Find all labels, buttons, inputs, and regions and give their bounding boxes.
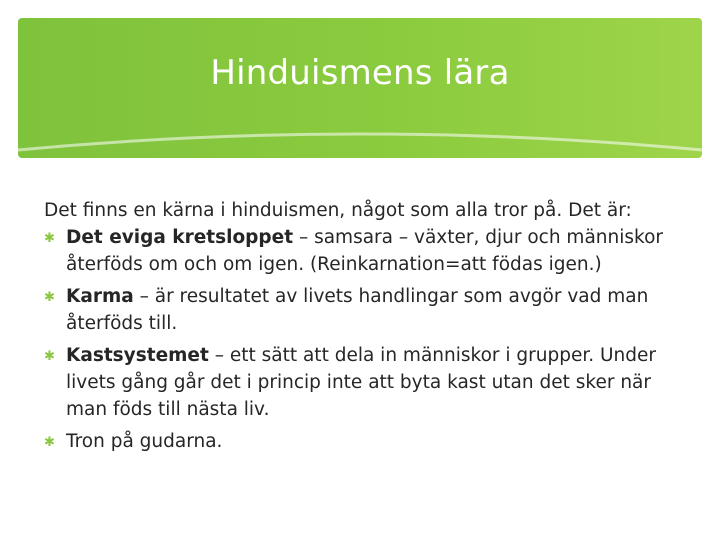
bullet-item bbox=[44, 224, 684, 278]
asterisk-bullet-icon: ✱ bbox=[44, 435, 55, 450]
bullet-term: Kastsystemet bbox=[66, 345, 209, 366]
bullet-term: Det eviga kretsloppet bbox=[66, 227, 294, 248]
bullet-term: Karma bbox=[66, 286, 134, 307]
bullet-item bbox=[44, 428, 684, 455]
asterisk-bullet-icon: ✱ bbox=[44, 290, 55, 305]
slide-body bbox=[44, 197, 684, 460]
slide-title: Hinduismens lära bbox=[210, 53, 510, 93]
asterisk-bullet-icon: ✱ bbox=[44, 231, 55, 246]
bullet-text: Tron på gudarna. bbox=[66, 431, 223, 452]
bullet-text: – är resultatet av livets handlingar som avgör vad man återföds till. bbox=[66, 286, 649, 334]
bullet-item bbox=[44, 283, 684, 337]
intro-text: Det finns en kärna i hinduismen, något som alla tror på. Det är: bbox=[44, 200, 632, 221]
bullet-text: – samsara – växter, djur och människor återföds om och om igen. (Reinkarnation=att födas igen.) bbox=[66, 227, 663, 275]
asterisk-bullet-icon: ✱ bbox=[44, 349, 55, 364]
bullet-item bbox=[44, 342, 684, 423]
bullet-list bbox=[44, 224, 684, 455]
bullet-text: – ett sätt att dela in människor i grupper. Under livets gång går det i princip inte att byta kast utan det sker när man föds till nästa liv. bbox=[66, 345, 656, 420]
